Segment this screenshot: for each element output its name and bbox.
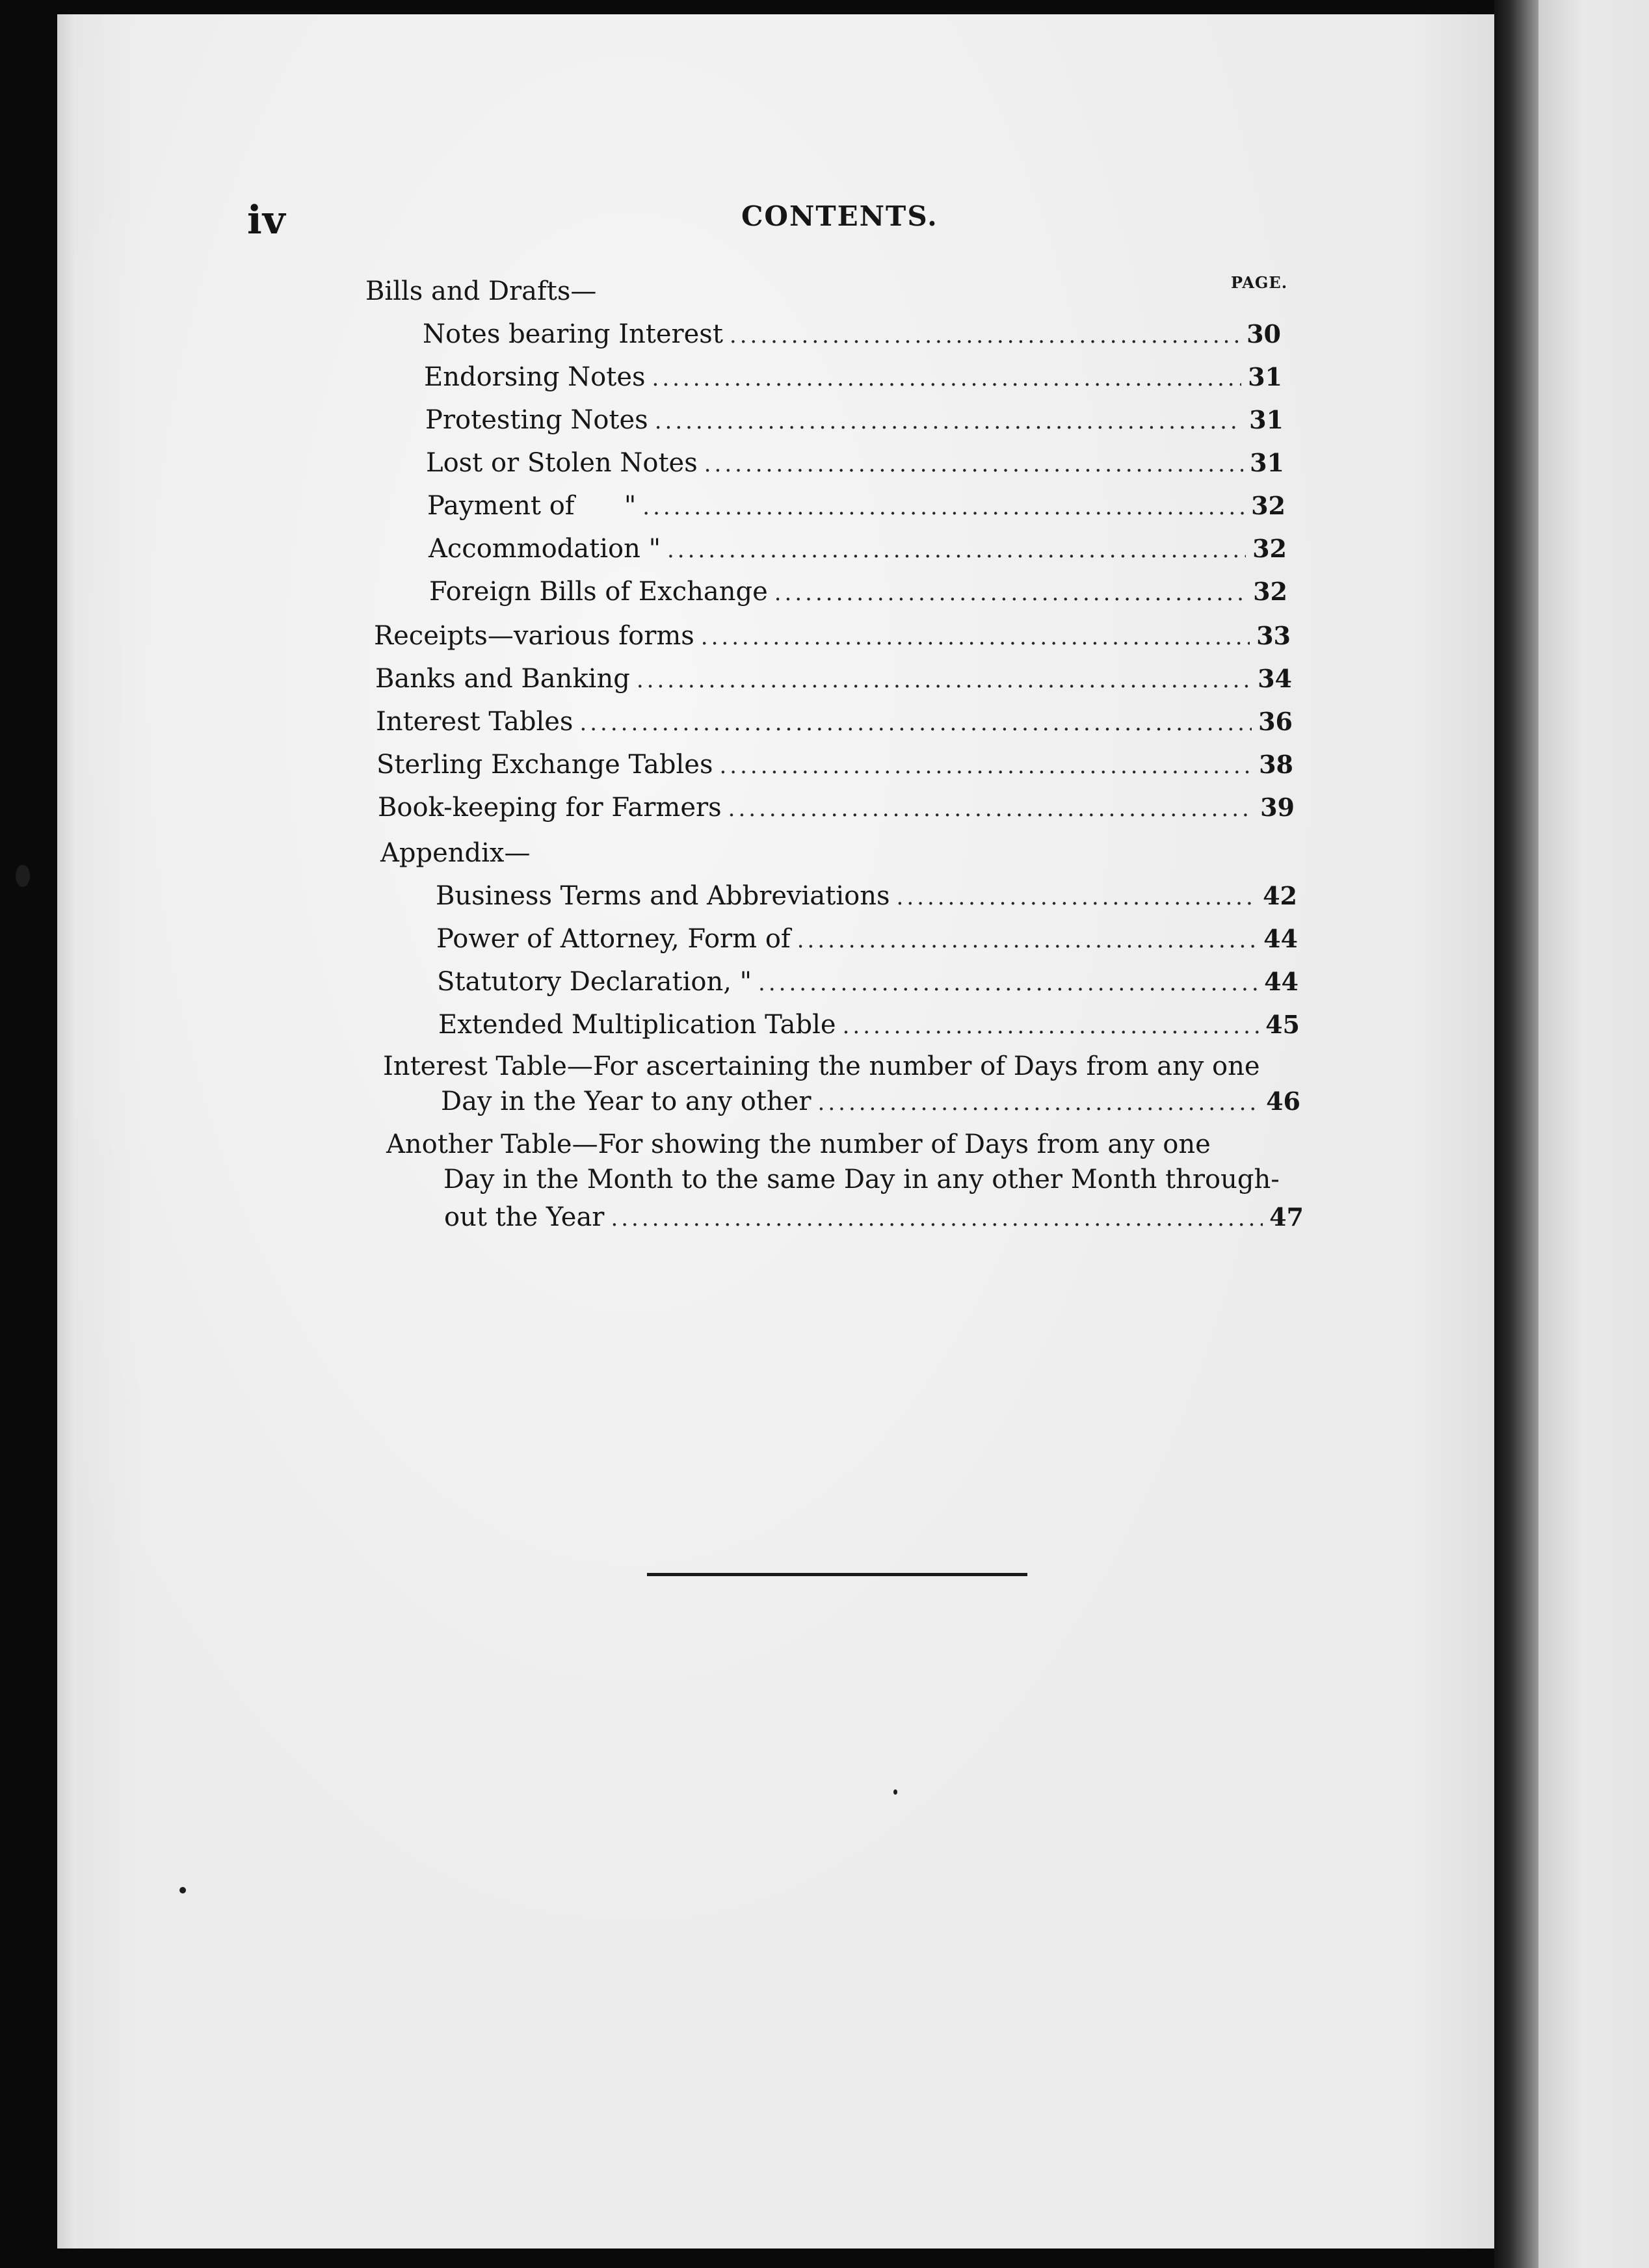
dot-leader: [719, 748, 1252, 784]
toc-entry-label: Receipts—various forms: [374, 621, 694, 651]
toc-entry-label: Interest Table—For ascertaining the number of Days from any one: [383, 1051, 1260, 1081]
dot-leader: [730, 317, 1240, 354]
dot-leader: [652, 360, 1242, 397]
toc-entry-page: 32: [1251, 491, 1286, 520]
toc-entry-label: Payment of ": [427, 491, 637, 521]
toc-entry: [424, 359, 1282, 395]
toc-entry-label: Protesting Notes: [425, 405, 648, 435]
toc-entry-label: Sterling Exchange Tables: [376, 750, 713, 780]
toc-entry: [429, 531, 1287, 567]
toc-entry-page: 44: [1264, 967, 1299, 996]
page-number: iv: [247, 198, 286, 243]
dot-leader: [655, 403, 1243, 440]
horizontal-rule: [647, 1573, 1027, 1576]
toc-entry: [376, 746, 1293, 783]
toc-entry-label: Business Terms and Abbreviations: [436, 881, 890, 911]
dot-leader: [701, 619, 1250, 655]
toc-entry: [426, 445, 1284, 481]
dot-leader: [611, 1200, 1263, 1237]
section-heading: Bills and Drafts—: [365, 276, 597, 306]
dot-leader: [637, 662, 1251, 698]
toc-entry: [429, 574, 1287, 610]
toc-entry-page: 31: [1248, 362, 1282, 391]
toc-entry-label: Another Table—For showing the number of Days from any one: [386, 1129, 1211, 1159]
toc-entry-label: Day in the Year to any other: [441, 1087, 811, 1116]
scan-speck: [893, 1789, 897, 1795]
toc-entry-page: 45: [1265, 1010, 1300, 1039]
toc-entry-label: Accommodation ": [429, 534, 661, 564]
dot-leader: [774, 575, 1247, 611]
toc-entry: [427, 488, 1286, 524]
toc-entry-label: Interest Tables: [376, 707, 574, 737]
toc-entry: [375, 661, 1292, 697]
dot-leader: [843, 1008, 1260, 1044]
toc-entry-page: 39: [1260, 793, 1295, 822]
toc-entry-label: Foreign Bills of Exchange: [429, 577, 768, 607]
page-column-label: PAGE.: [1231, 273, 1288, 292]
dot-leader: [758, 965, 1258, 1001]
toc-entry: [438, 1007, 1300, 1043]
toc-entry: [374, 618, 1291, 654]
toc-entry-label: Notes bearing Interest: [423, 319, 723, 349]
dot-leader: [728, 791, 1254, 827]
toc-entry-page: 42: [1263, 881, 1297, 910]
toc-entry: [436, 921, 1298, 957]
toc-entry-page: 32: [1253, 577, 1287, 606]
dot-leader: [579, 705, 1252, 741]
toc-entry-label: Book-keeping for Farmers: [378, 793, 722, 823]
scan-speck: [16, 865, 30, 887]
dot-leader: [667, 532, 1246, 568]
toc-entry: [444, 1199, 1304, 1235]
dot-leader: [704, 446, 1243, 482]
toc-entry-label: Power of Attorney, Form of: [436, 924, 791, 954]
toc-entry-label: Endorsing Notes: [424, 362, 646, 392]
dot-leader: [897, 879, 1257, 916]
appendix-heading: Appendix—: [380, 838, 531, 868]
toc-entry-page: 46: [1266, 1087, 1300, 1116]
toc-entry-label: out the Year: [444, 1202, 605, 1232]
toc-entry: [425, 402, 1284, 438]
toc-entry-label: Lost or Stolen Notes: [426, 448, 698, 478]
toc-entry-label: Day in the Month to the same Day in any other Month through-: [443, 1165, 1280, 1194]
toc-entry-page: 30: [1247, 319, 1281, 349]
toc-entry: [423, 316, 1281, 352]
toc-entry: [437, 964, 1299, 1000]
toc-entry-page: 47: [1269, 1202, 1304, 1232]
toc-entry: [436, 878, 1297, 914]
toc-entry-page: 36: [1258, 707, 1293, 736]
scan-speck: [179, 1887, 186, 1893]
toc-entry: [441, 1083, 1300, 1120]
toc-entry: [376, 704, 1293, 740]
dot-leader: [797, 922, 1257, 958]
toc-entry-page: 31: [1249, 405, 1284, 434]
dot-leader: [818, 1085, 1260, 1121]
dot-leader: [642, 489, 1245, 525]
toc-entry-page: 33: [1256, 621, 1291, 650]
page-title: CONTENTS.: [741, 200, 938, 232]
toc-entry-page: 32: [1252, 534, 1287, 563]
toc-entry-page: 31: [1250, 448, 1284, 477]
toc-entry-label: Statutory Declaration, ": [437, 967, 752, 997]
toc-entry-page: 38: [1259, 750, 1293, 779]
toc-entry-label: Banks and Banking: [375, 664, 630, 694]
toc-entry-page: 44: [1263, 924, 1298, 953]
toc-entry-label: Extended Multiplication Table: [438, 1010, 836, 1040]
toc-entry: [378, 789, 1295, 826]
toc-entry-page: 34: [1258, 664, 1292, 693]
